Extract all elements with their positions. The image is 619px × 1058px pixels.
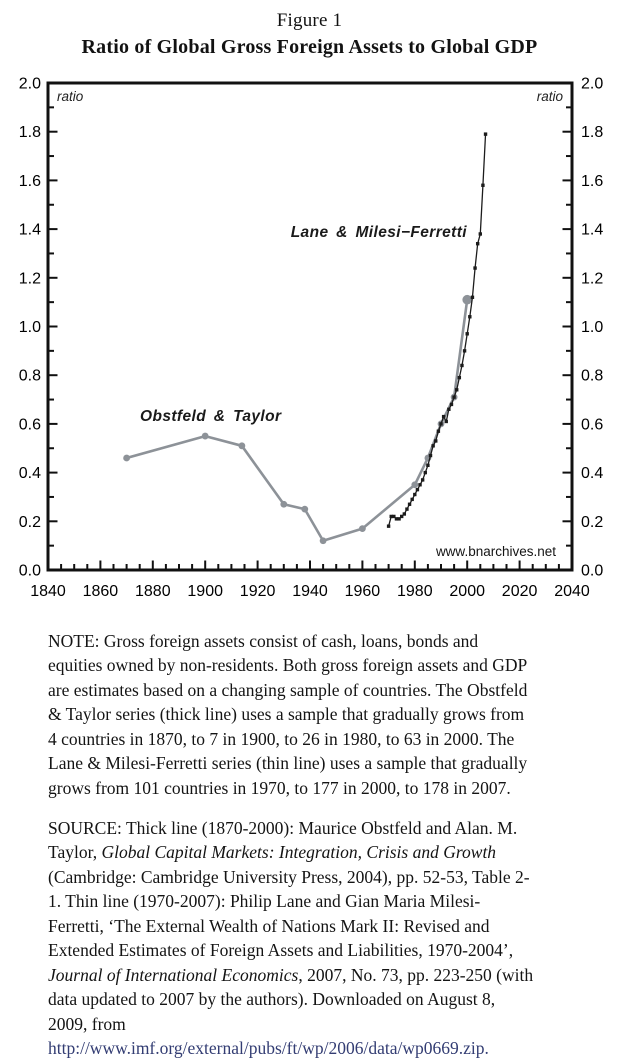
y-tick-label-left: 0.2 — [18, 513, 41, 531]
obstfeld-taylor-point — [411, 481, 418, 488]
text-segment: equities owned by non-residents. Both gross foreign assets and GDP — [48, 655, 528, 676]
x-tick-label: 2040 — [554, 583, 590, 600]
lane-milesi-ferretti-point — [445, 420, 448, 423]
lane-milesi-ferretti-point — [481, 184, 484, 187]
lane-milesi-ferretti-point — [429, 454, 432, 457]
text-segment: Lane & Milesi-Ferretti series (thin line) uses a sample that gradually — [48, 753, 528, 774]
x-tick-label: 1980 — [397, 583, 433, 600]
italic-citation: Global Capital Markets: Integration, Crisis and Growth — [101, 842, 497, 863]
obstfeld-taylor-point — [359, 525, 366, 532]
watermark-text: www.bnarchives.net — [435, 544, 556, 559]
y-tick-label-left: 1.2 — [18, 270, 41, 288]
source-line — [48, 889, 588, 913]
chart-title: Ratio of Global Gross Foreign Assets to Global GDP — [81, 36, 538, 58]
text-segment: grows from 101 countries in 1970, to 177 in 2000, to 178 in 2007. — [48, 777, 511, 798]
y-tick-label-right: 0.4 — [581, 465, 604, 483]
y-tick-label-right: 1.0 — [581, 319, 604, 336]
note-line — [48, 727, 588, 751]
lane-milesi-ferretti-point — [455, 388, 458, 391]
x-tick-label: 1960 — [344, 583, 381, 600]
y-tick-label-left: 0.8 — [18, 367, 41, 385]
source-paragraph — [48, 816, 588, 1058]
x-tick-label: 1900 — [187, 583, 223, 600]
source-line — [48, 816, 588, 840]
source-line — [48, 840, 588, 864]
source-line — [48, 1036, 588, 1058]
y-tick-label-right: 0.0 — [581, 562, 604, 580]
lane-milesi-ferretti-point — [450, 403, 453, 406]
y-tick-label-right: 1.4 — [581, 221, 604, 239]
series-label-lane-milesi-ferretti: Lane & Milesi−Ferretti — [290, 224, 467, 241]
x-axis-labels — [30, 583, 590, 600]
figure-label: Figure 1 — [276, 10, 343, 31]
lane-milesi-ferretti-point — [479, 232, 482, 235]
note-line — [48, 751, 588, 775]
y-tick-label-right: 0.2 — [581, 513, 604, 531]
obstfeld-taylor-point — [301, 506, 308, 513]
lane-milesi-ferretti-point — [437, 430, 440, 433]
source-line — [48, 865, 588, 889]
source-url-link[interactable]: http://www.imf.org/external/pubs/ft/wp/2006/data/wp0669.zip. — [48, 1038, 489, 1058]
obstfeld-taylor-point — [202, 433, 209, 440]
lane-milesi-ferretti-point — [431, 444, 434, 447]
lane-milesi-ferretti-point — [458, 376, 461, 379]
text-segment: data updated to 2007 by the authors). Downloaded on August 8, — [48, 989, 496, 1010]
lane-milesi-ferretti-point — [413, 493, 416, 496]
lane-milesi-ferretti-point — [476, 242, 479, 245]
y-tick-label-left: 1.0 — [18, 319, 41, 336]
lane-milesi-ferretti-point — [439, 422, 442, 425]
y-tick-label-right: 0.6 — [581, 416, 604, 434]
lane-milesi-ferretti-point — [468, 315, 471, 318]
text-segment: , 2007, No. 73, pp. 223-250 (with — [298, 964, 534, 985]
series-label-obstfeld-taylor: Obstfeld & Taylor — [140, 408, 282, 425]
source-line — [48, 914, 588, 938]
lane-milesi-ferretti-point — [403, 512, 406, 515]
italic-citation: Journal of International Economics — [48, 964, 299, 985]
obstfeld-taylor-point — [320, 537, 327, 544]
y-tick-label-left: 2.0 — [18, 75, 41, 93]
plot-frame — [48, 83, 572, 570]
lane-milesi-ferretti-point — [434, 439, 437, 442]
text-segment: are estimates based on a changing sample of countries. The Obstfeld — [48, 679, 528, 700]
lane-milesi-ferretti-point — [387, 524, 390, 527]
text-segment: Extended Estimates of Foreign Assets and Liabilities, 1970-2004’, — [48, 940, 514, 961]
lane-milesi-ferretti-point — [405, 507, 408, 510]
lane-milesi-ferretti-point — [466, 332, 469, 335]
lane-milesi-ferretti-point — [410, 498, 413, 501]
obstfeld-taylor-point — [462, 295, 472, 305]
y-tick-label-left: 0.6 — [18, 416, 41, 434]
axis-ticks — [50, 107, 571, 568]
lane-milesi-ferretti-point — [463, 349, 466, 352]
y-tick-label-right: 2.0 — [581, 75, 604, 93]
lane-milesi-ferretti-point — [442, 415, 445, 418]
lane-milesi-ferretti-point — [484, 132, 487, 135]
y-tick-label-left: 1.4 — [18, 221, 41, 239]
lane-milesi-ferretti-point — [452, 395, 455, 398]
y-tick-label-right: 0.8 — [581, 367, 604, 385]
text-segment: NOTE: Gross foreign assets consist of cash, loans, bonds and — [48, 631, 479, 651]
y-tick-label-left: 0.4 — [18, 465, 41, 483]
series-lane-milesi-ferretti — [387, 132, 487, 527]
ratio-unit-label-right: ratio — [536, 89, 563, 104]
x-tick-label: 1860 — [82, 583, 119, 600]
lane-milesi-ferretti-point — [416, 488, 419, 491]
lane-milesi-ferretti-point — [418, 483, 421, 486]
lane-milesi-ferretti-point — [471, 296, 474, 299]
obstfeld-taylor-point — [238, 442, 245, 449]
x-tick-label: 1920 — [239, 583, 276, 600]
lane-milesi-ferretti-point — [421, 478, 424, 481]
note-paragraph — [48, 629, 588, 800]
lane-milesi-ferretti-point — [447, 408, 450, 411]
x-tick-label: 1940 — [292, 583, 328, 600]
text-segment: 1. Thin line (1970-2007): Philip Lane and Gian Maria Milesi- — [48, 891, 481, 912]
lane-milesi-ferretti-point — [424, 471, 427, 474]
note-line — [48, 678, 588, 702]
obstfeld-taylor-point — [280, 501, 287, 508]
source-line — [48, 987, 588, 1011]
text-segment: 4 countries in 1870, to 7 in 1900, to 26 in 1980, to 63 in 2000. The — [48, 728, 515, 749]
text-segment: Taylor, — [48, 842, 102, 863]
text-segment: (Cambridge: Cambridge University Press, 2004), pp. 52-53, Table 2- — [48, 866, 530, 887]
source-line — [48, 1012, 588, 1036]
y-tick-label-left: 1.8 — [18, 124, 41, 142]
obstfeld-taylor-point — [123, 455, 130, 462]
y-tick-label-right: 1.6 — [581, 172, 604, 190]
lane-milesi-ferretti-point — [408, 503, 411, 506]
note-line — [48, 702, 588, 726]
y-axis-labels — [19, 76, 604, 580]
note-line — [48, 776, 588, 800]
x-tick-label: 2020 — [501, 583, 538, 600]
text-segment: SOURCE: Thick line (1870-2000): Maurice Obstfeld and Alan. M. — [48, 818, 518, 838]
x-tick-label: 1880 — [135, 583, 171, 600]
y-tick-label-left: 1.6 — [18, 172, 41, 190]
text-segment: & Taylor series (thick line) uses a sample that gradually grows from — [48, 704, 525, 725]
y-tick-label-left: 0.0 — [18, 562, 41, 580]
note-line — [48, 629, 588, 653]
y-tick-label-right: 1.2 — [581, 270, 604, 288]
lane-milesi-ferretti-point — [460, 364, 463, 367]
lane-milesi-ferretti-point — [473, 266, 476, 269]
x-tick-label: 1840 — [30, 583, 66, 600]
note-line — [48, 653, 588, 677]
lane-milesi-ferretti-line — [389, 134, 486, 526]
source-line — [48, 938, 588, 962]
source-line — [48, 963, 588, 987]
ratio-unit-label-left: ratio — [57, 89, 84, 104]
text-segment: 2009, from — [48, 1013, 126, 1034]
lane-milesi-ferretti-point — [426, 464, 429, 467]
x-tick-label: 2000 — [449, 583, 485, 600]
text-segment: Ferretti, ‘The External Wealth of Nations Mark II: Revised and — [48, 915, 490, 936]
y-tick-label-right: 1.8 — [581, 124, 604, 142]
